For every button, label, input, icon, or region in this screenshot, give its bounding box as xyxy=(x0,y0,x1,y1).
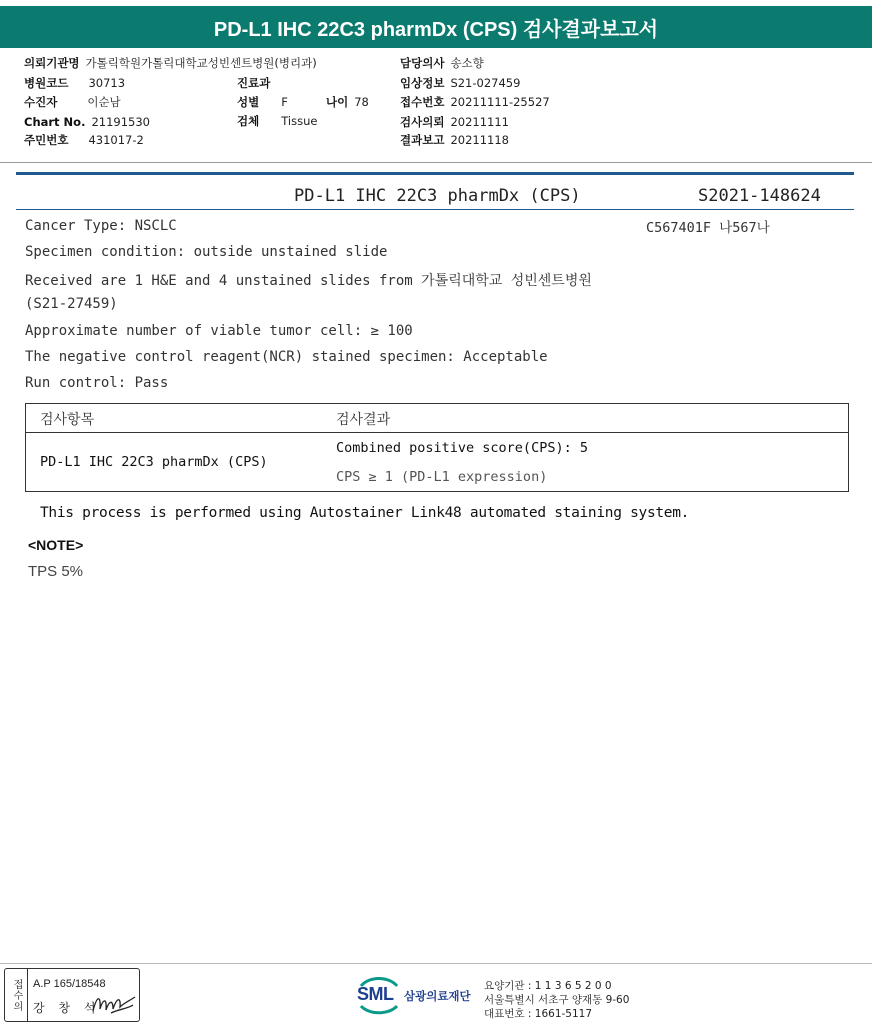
field-value: 20211118 xyxy=(450,133,509,147)
process-statement: This process is performed using Autostainer Link48 automated staining system. xyxy=(40,505,690,521)
field-label: 임상정보 xyxy=(400,76,445,90)
field-value: Tissue xyxy=(281,114,318,128)
field-label: 결과보고 xyxy=(400,133,445,147)
table-item-name: PD-L1 IHC 22C3 pharmDx (CPS) xyxy=(40,454,268,470)
field-physician xyxy=(400,57,484,70)
header-divider xyxy=(0,162,872,163)
col-header-item: 검사항목 xyxy=(40,412,95,428)
note-heading: <NOTE> xyxy=(28,537,84,553)
note-body: TPS 5% xyxy=(28,563,84,580)
signature-icon xyxy=(91,991,137,1017)
result-table xyxy=(25,403,849,492)
field-requesting-institution xyxy=(24,57,317,70)
report-line: Cancer Type: NSCLC xyxy=(25,218,177,234)
footer-divider xyxy=(0,963,872,964)
field-label: 검사의뢰 xyxy=(400,115,445,129)
field-label: 나이 xyxy=(326,95,349,109)
report-line: Received are 1 H&E and 4 unstained slides from 가톨릭대학교 성빈센트병원 xyxy=(25,273,592,289)
field-label: 접수번호 xyxy=(400,95,445,109)
stamp-code: A.P 165/18548 xyxy=(33,978,106,990)
field-specimen xyxy=(237,115,317,128)
field-value: 431017-2 xyxy=(88,133,144,147)
report-heading: PD-L1 IHC 22C3 pharmDx (CPS) 검사결과보고서 xyxy=(213,18,659,41)
field-label: 주민번호 xyxy=(24,133,69,147)
field-label: 병원코드 xyxy=(24,76,69,90)
sml-logo xyxy=(355,974,485,1016)
report-line: (S21-27459) xyxy=(25,296,118,312)
logo-text: SML xyxy=(357,984,394,1004)
field-value: S21-027459 xyxy=(450,76,521,90)
field-label: Chart No. xyxy=(24,115,86,129)
field-label: 담당의사 xyxy=(400,56,445,70)
footer-address: 서울특별시 서초구 양재동 9-60 xyxy=(484,994,630,1006)
stamp-name: 강 창 석 xyxy=(33,1001,101,1015)
field-label: 진료과 xyxy=(237,76,271,90)
field-value: 이순남 xyxy=(87,95,121,109)
field-report-date xyxy=(400,134,509,147)
report-test-title: PD-L1 IHC 22C3 pharmDx (CPS) xyxy=(294,186,581,206)
footer-institution-code: 요양기관 : 1 1 3 6 5 2 0 0 xyxy=(484,980,612,992)
field-accession-number xyxy=(400,96,550,109)
report-title-rule xyxy=(16,209,854,210)
stamp-side-label: 접수의 xyxy=(5,969,28,1021)
field-request-date xyxy=(400,116,509,129)
field-value: F xyxy=(281,95,288,109)
field-value: 30713 xyxy=(88,76,126,90)
field-clinical-info xyxy=(400,77,520,90)
field-value: 송소향 xyxy=(450,56,484,70)
report-top-rule xyxy=(16,172,854,175)
table-result-sub: CPS ≥ 1 (PD-L1 expression) xyxy=(336,469,548,485)
field-value: 21191530 xyxy=(91,115,150,129)
field-patient-name xyxy=(24,96,121,109)
field-department xyxy=(237,77,276,90)
signature-stamp xyxy=(4,968,140,1022)
report-title-bar xyxy=(0,6,872,48)
field-label: 검체 xyxy=(237,114,260,128)
field-chart-no xyxy=(24,116,150,129)
field-label: 수진자 xyxy=(24,95,58,109)
field-value: 78 xyxy=(354,95,369,109)
report-line: Specimen condition: outside unstained slide xyxy=(25,244,388,260)
field-value: 가톨릭학원가톨릭대학교성빈센트병원(병리과) xyxy=(85,56,317,70)
col-header-result: 검사결과 xyxy=(336,412,391,428)
table-header-divider xyxy=(26,432,848,433)
field-value: 20211111-25527 xyxy=(450,95,550,109)
field-label: 의뢰기관명 xyxy=(24,56,80,70)
org-name: 삼광의료재단 xyxy=(404,989,471,1003)
report-code: C567401F 나567나 xyxy=(646,220,770,236)
field-label: 성별 xyxy=(237,95,260,109)
footer-phone: 대표번호 : 1661-5117 xyxy=(484,1008,593,1020)
field-sex xyxy=(237,96,288,109)
field-age xyxy=(326,96,369,109)
report-line: The negative control reagent(NCR) stained specimen: Acceptable xyxy=(25,349,548,365)
report-line: Run control: Pass xyxy=(25,375,169,391)
report-line: Approximate number of viable tumor cell: ≥ 100 xyxy=(25,323,413,339)
field-hospital-code xyxy=(24,77,125,90)
table-result-main: Combined positive score(CPS): 5 xyxy=(336,440,588,456)
field-resident-number xyxy=(24,134,144,147)
report-number: S2021-148624 xyxy=(698,186,821,206)
field-value: 20211111 xyxy=(450,115,509,129)
